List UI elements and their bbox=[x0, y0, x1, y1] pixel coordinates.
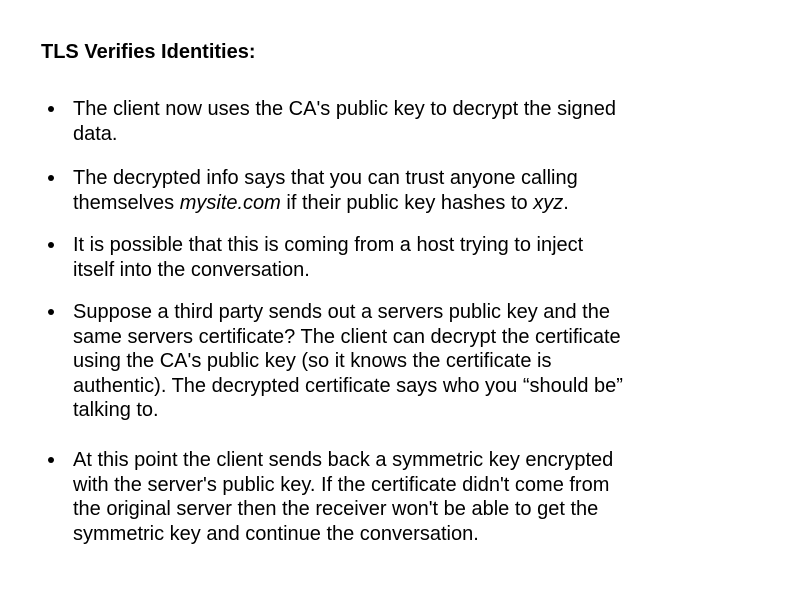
bullet-line: At this point the client sends back a symmetric key encrypted bbox=[73, 449, 614, 471]
bullet-text bbox=[73, 448, 748, 546]
bullet-text bbox=[73, 233, 748, 282]
domain-text: mysite.com bbox=[179, 191, 281, 214]
bullet-dot-icon bbox=[48, 309, 54, 315]
bullet-line: symmetric key and continue the conversation. bbox=[73, 522, 479, 545]
bullet-dot-icon bbox=[48, 242, 54, 248]
bullet-line: Suppose a third party sends out a servers public key and the bbox=[73, 301, 610, 323]
text-segment: . bbox=[563, 191, 569, 214]
text-segment: if their public key hashes to bbox=[280, 191, 534, 214]
bullet-text bbox=[73, 300, 748, 423]
bullet-text bbox=[73, 97, 748, 146]
bullet-line bbox=[73, 191, 748, 216]
bullet-line: authentic). The decrypted certificate says who you “should be” bbox=[73, 374, 623, 397]
bullet-line: with the server's public key. If the certificate didn't come from bbox=[73, 473, 610, 496]
bullet-dot-icon bbox=[48, 106, 54, 112]
bullet-dot-icon bbox=[48, 175, 54, 181]
bullet-line: same servers certificate? The client can decrypt the certificate bbox=[73, 325, 621, 348]
bullet-text bbox=[73, 166, 748, 215]
bullet-line: The client now uses the CA's public key to decrypt the signed bbox=[73, 98, 616, 120]
bullet-line: data. bbox=[73, 122, 118, 145]
slide-title: TLS Verifies Identities: bbox=[41, 41, 256, 63]
bullet-dot-icon bbox=[48, 457, 54, 463]
bullet-line: The decrypted info says that you can trust anyone calling bbox=[73, 167, 578, 189]
bullet-line: It is possible that this is coming from a host trying to inject bbox=[73, 234, 584, 256]
hash-text: xyz bbox=[533, 191, 564, 214]
bullet-line: using the CA's public key (so it knows the certificate is bbox=[73, 350, 552, 372]
bullet-line: itself into the conversation. bbox=[73, 258, 310, 281]
bullet-line: talking to. bbox=[73, 399, 159, 421]
bullet-line: the original server then the receiver won't be able to get the bbox=[73, 498, 599, 520]
text-segment: themselves bbox=[73, 191, 180, 214]
